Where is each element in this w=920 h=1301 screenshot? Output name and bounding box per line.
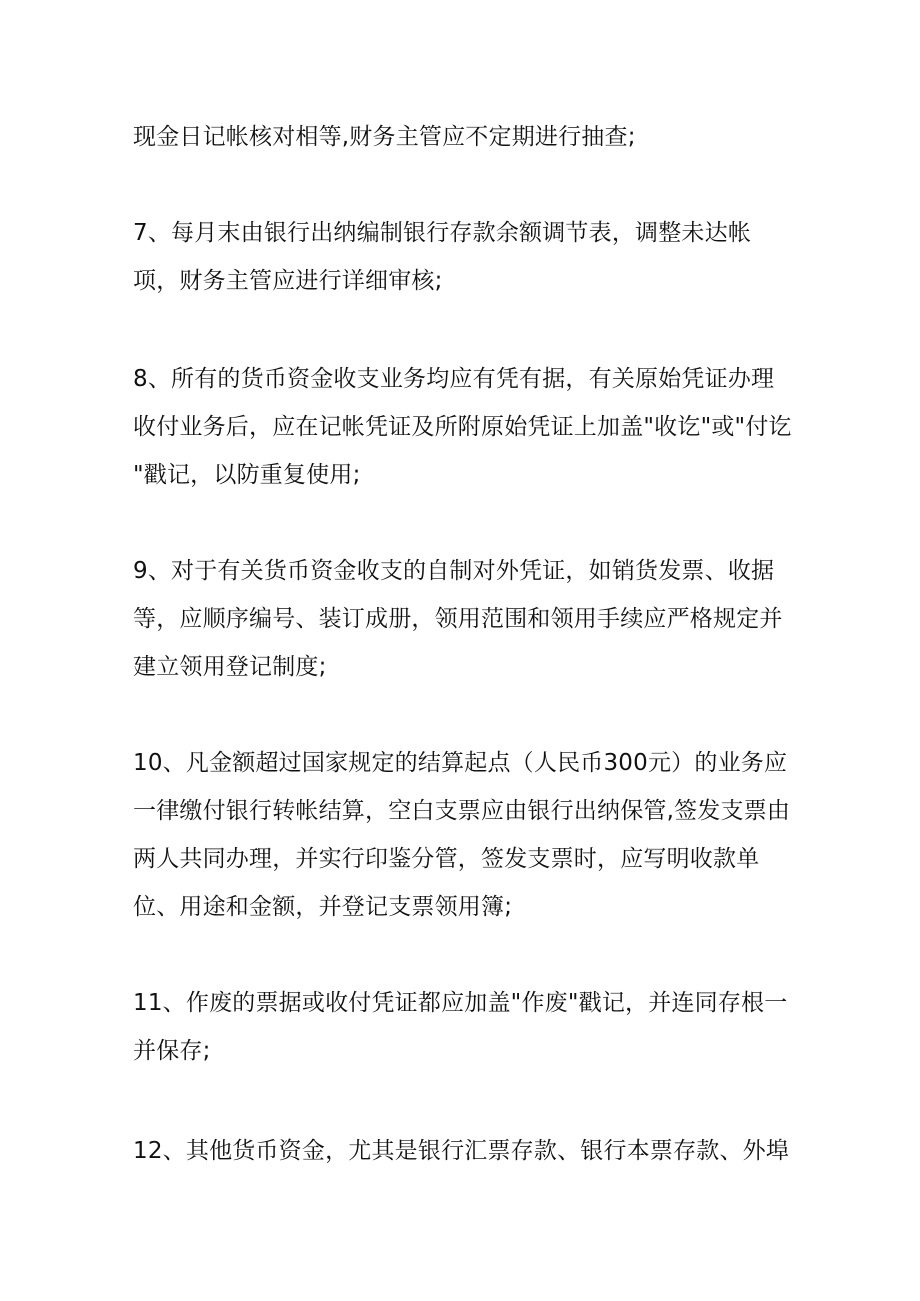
paragraph-7-line-1: 7、每月末由银行出纳编制银行存款余额调节表，调整未达帐 bbox=[133, 220, 752, 246]
paragraph-9-line-1: 9、对于有关货币资金收支的自制对外凭证，如销货发票、收据 bbox=[133, 558, 775, 584]
paragraph-11-line-2: 并保存; bbox=[133, 1038, 211, 1064]
paragraph-1-line-1: 现金日记帐核对相等,财务主管应不定期进行抽查; bbox=[133, 124, 636, 150]
paragraph-10-line-4: 位、用途和金额，并登记支票领用簿; bbox=[133, 894, 513, 920]
paragraph-8-line-1: 8、所有的货币资金收支业务均应有凭有据，有关原始凭证办理 bbox=[133, 366, 775, 392]
paragraph-10-line-1: 10、凡金额超过国家规定的结算起点（人民币300元）的业务应 bbox=[133, 750, 788, 776]
paragraph-9-line-3: 建立领用登记制度; bbox=[133, 654, 327, 680]
paragraph-11-line-1: 11、作废的票据或收付凭证都应加盖"作废"戳记，并连同存根一 bbox=[133, 990, 788, 1016]
paragraph-7-line-2: 项，财务主管应进行详细审核; bbox=[133, 268, 443, 294]
paragraph-10-line-2: 一律缴付银行转帐结算，空白支票应由银行出纳保管,签发支票由 bbox=[133, 798, 791, 824]
paragraph-9-line-2: 等，应顺序编号、装订成册，领用范围和领用手续应严格规定并 bbox=[133, 606, 783, 632]
paragraph-12-line-1: 12、其他货币资金，尤其是银行汇票存款、银行本票存款、外埠 bbox=[133, 1138, 790, 1164]
paragraph-10-line-3: 两人共同办理，并实行印鉴分管，签发支票时，应写明收款单 bbox=[133, 846, 760, 872]
paragraph-8-line-2: 收付业务后，应在记帐凭证及所附原始凭证上加盖"收讫"或"付讫 bbox=[133, 414, 792, 440]
paragraph-8-line-3: "戳记，以防重复使用; bbox=[133, 462, 361, 488]
